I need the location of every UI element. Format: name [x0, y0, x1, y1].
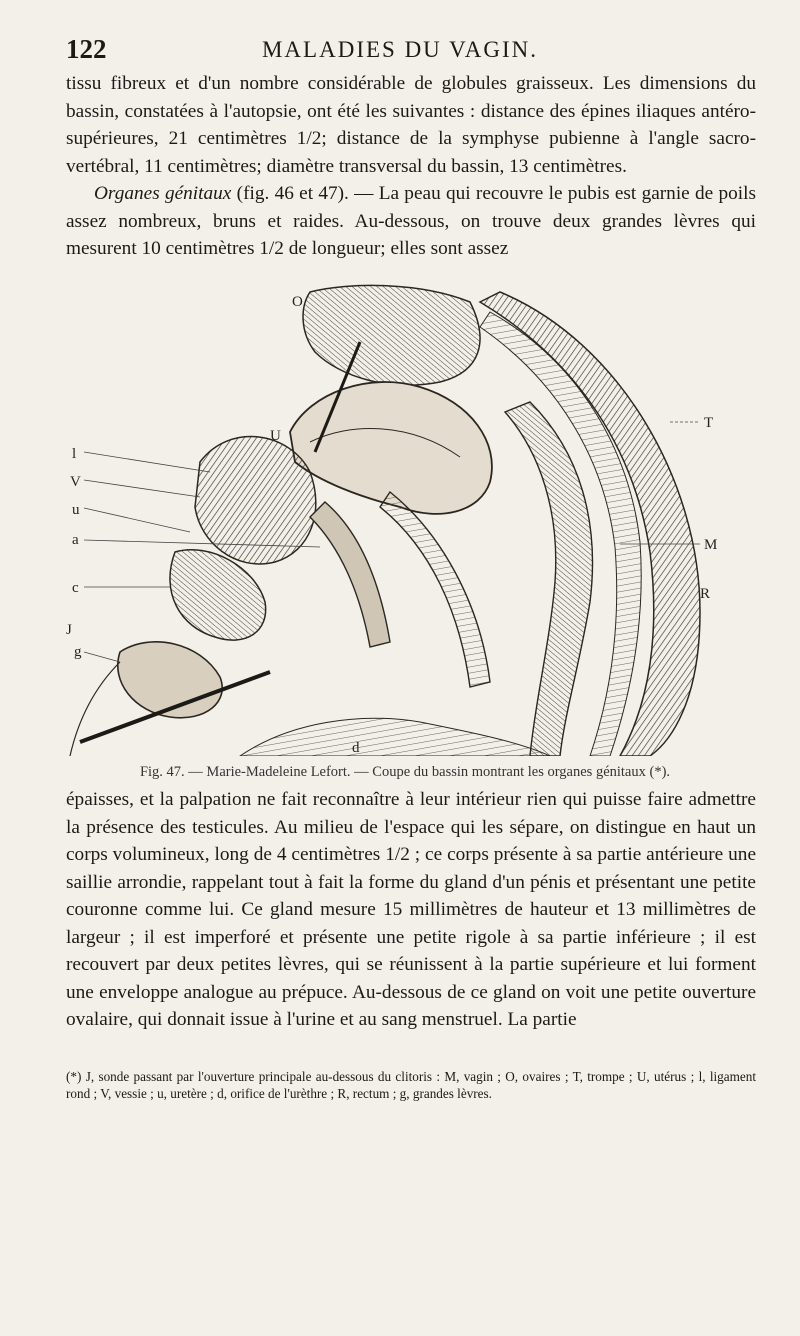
top-paragraph-continuation: (fig. 46 et 47). — La peau qui recouvre le pubis est garnie de poils assez nombreux, bruns et raides. Au-dessous, on trouve deux grandes lèvres qui mesurent 10 centimètres 1/2 de longueur; elles sont assez: [66, 183, 756, 259]
figure-label-vagina: M: [704, 537, 718, 553]
urethra: [310, 502, 390, 647]
intestines: [303, 285, 480, 385]
page-header: [66, 34, 734, 68]
pelvis-section-illustration: [60, 282, 750, 756]
figure-label-urethra-orifice: d: [352, 740, 360, 756]
running-title: MALADIES DU VAGIN.: [261, 37, 539, 62]
figure-label-round-ligament: l: [72, 446, 77, 462]
top-paragraph-text: tissu fibreux et d'un nombre considérable de globules graisseux. Les dimensions du bassin, constatées à l'autopsie, ont été les suivantes : distance des épines iliaques antéro-supérieures, 21 centimètres 1/2; distance de la symphyse pubienne à l'angle sacro-vertébral, 11 centimètres; diamètre transversal du bassin, 13 centimètres.: [66, 73, 756, 177]
section-subheading: Organes génitaux: [94, 183, 232, 204]
bottom-paragraph: épaisses, et la palpation ne fait reconnaître à leur intérieur rien qui puisse faire admettre la présence des testicules. Au milieu de l'espace qui les sépare, on distingue en haut un corps volumineux, long de 4 centimètres 1/2 ; ce corps présente à sa partie antérieure une saillie arrondie, rappelant tout à fait la forme du gland d'un pénis et présentant une petite couronne comme lui. Ce gland mesure 15 millimètres de hauteur et 13 millimètres de largeur ; il est imperforé et présente une petite rigole à sa partie inférieure ; il est recouvert par deux petites lèvres, qui se réunissent à la partie supérieure et lui forment une enveloppe analogue au prépuce. Au-dessous de ce gland on voit une petite ouverture ovalaire, qui donnait issue à l'urine et au sang menstruel. La partie: [66, 789, 756, 1030]
figure-label-bladder: V: [70, 474, 81, 490]
anatomical-figure: [60, 282, 750, 756]
figure-label-labia: g: [74, 644, 82, 660]
vagina: [380, 492, 490, 687]
figure-caption: Fig. 47. — Marie-Madeleine Lefort. — Coupe du bassin montrant les organes génitaux (*).: [139, 764, 671, 780]
figure-label-ovaries: O: [292, 294, 303, 310]
top-paragraph: [66, 70, 756, 263]
figure-label-a: a: [72, 532, 79, 548]
labia: [118, 642, 222, 718]
rectum: [505, 402, 593, 756]
figure-label-ureter: u: [72, 502, 80, 518]
figure-label-probe: J: [66, 622, 72, 638]
footnote: (*) J, sonde passant par l'ouverture principale au-dessous du clitoris : M, vagin ; O, ovaires ; T, trompe ; U, utérus ; l, ligament rond ; V, vessie ; u, uretère ; d, orifice de l'urèthre ; R, rectum ; g, grandes lèvres.: [66, 1069, 756, 1102]
figure-label-c: c: [72, 580, 79, 596]
page-number: 122: [66, 34, 107, 64]
figure-label-uterus: U: [270, 428, 281, 444]
figure-label-rectum: R: [700, 586, 711, 602]
figure-label-tube: T: [704, 415, 714, 431]
